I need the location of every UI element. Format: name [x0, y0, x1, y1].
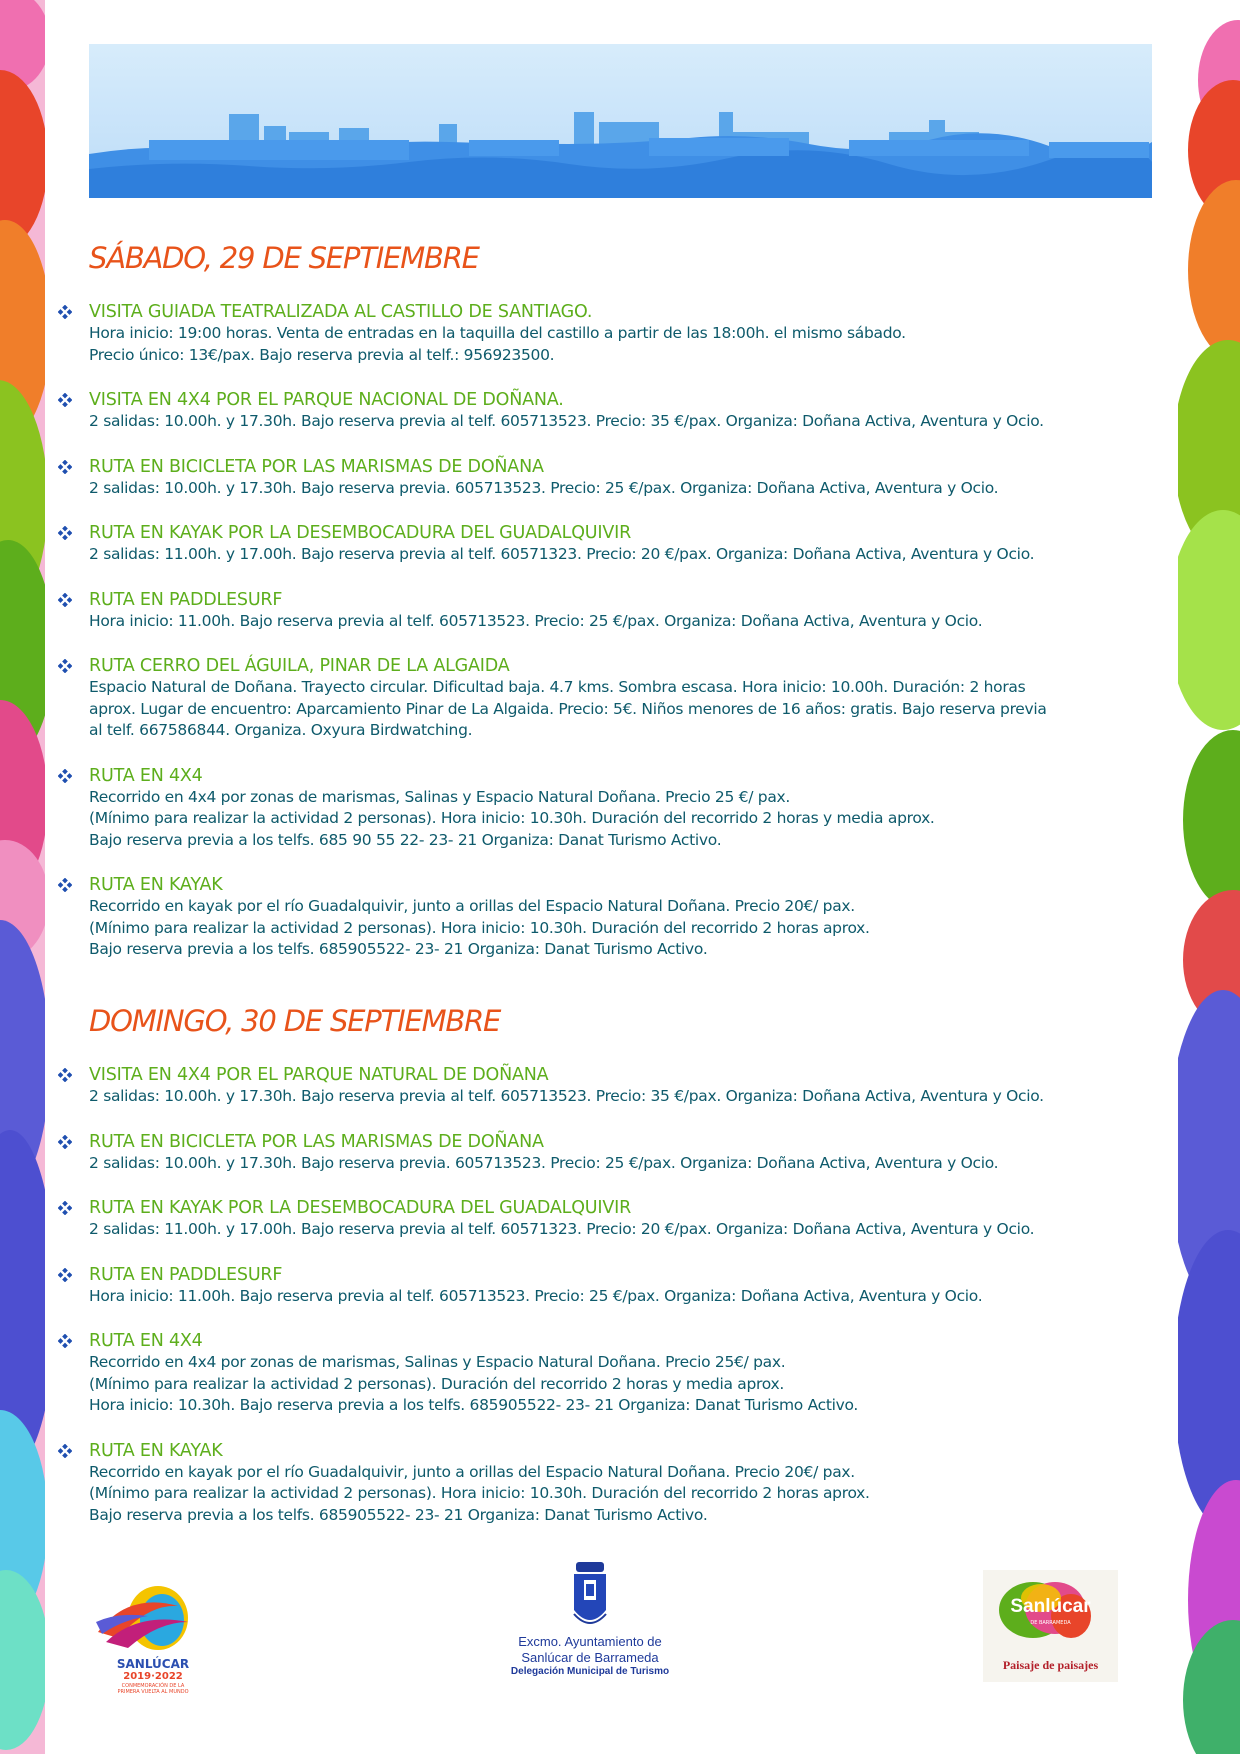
brand-tagline: Paisaje de paisajes: [1002, 1658, 1099, 1672]
activity-detail: (Mínimo para realizar la actividad 2 personas). Hora inicio: 10.30h. Duración del recorrido 2 horas aprox.: [89, 1484, 870, 1502]
ayuntamiento-line1: Excmo. Ayuntamiento de: [518, 1634, 662, 1649]
activity-item: [58, 656, 1148, 742]
activity-detail: (Mínimo para realizar la actividad 2 personas). Hora inicio: 10.30h. Duración del recorrido 2 horas aprox.: [89, 918, 870, 937]
diamond-bullet-icon: [58, 1135, 72, 1149]
right-decorative-stripes: [1178, 0, 1240, 1754]
banner-skyline-image: [89, 44, 1152, 198]
activity-item: [58, 590, 1148, 633]
activity-item: [58, 875, 1148, 961]
activity-detail: Recorrido en kayak por el río Guadalquivir, junto a orillas del Espacio Natural Doñana. Precio 20€/ pax.: [89, 897, 855, 915]
brand-small: DE BARRAMEDA: [1030, 1620, 1071, 1626]
activity-detail: (Mínimo para realizar la actividad 2 personas). Hora inicio: 10.30h. Duración del recorrido 2 horas y media aprox.: [89, 809, 935, 827]
activity-item: [58, 1198, 1148, 1241]
sunday-activity-list: [58, 1065, 1148, 1526]
activity-detail: aprox. Lugar de encuentro: Aparcamiento Pinar de La Algaida. Precio: 5€. Niños menores de 16 años: gratis. Bajo reserva previa: [89, 699, 1047, 718]
activity-detail: Recorrido en 4x4 por zonas de marismas, Salinas y Espacio Natural Doñana. Precio 25€/ pax.: [89, 1353, 786, 1371]
activity-item: [58, 1331, 1148, 1417]
day-heading-sunday: DOMINGO, 30 DE SEPTIEMBRE: [89, 1004, 501, 1038]
activity-detail: 2 salidas: 10.00h. y 17.30h. Bajo reserva previa al telf. 605713523. Precio: 35 €/pax. Organiza: Doñana Activa, Aventura y Ocio.: [89, 1087, 1044, 1105]
sanlucar-paisaje-logo: [983, 1570, 1118, 1682]
activity-title: RUTA CERRO DEL ÁGUILA, PINAR DE LA ALGAIDA: [89, 656, 510, 676]
activity-detail: Espacio Natural de Doñana. Trayecto circular. Dificultad baja. 4.7 kms. Sombra escasa. Hora inicio: 10.00h. Duración: 2 horas: [89, 678, 1026, 696]
logo-title: SANLÚCAR: [116, 1657, 190, 1671]
activity-title: RUTA EN KAYAK POR LA DESEMBOCADURA DEL GUADALQUIVIR: [89, 1198, 632, 1218]
activity-detail: Bajo reserva previa a los telfs. 685905522- 23- 21 Organiza: Danat Turismo Activo.: [89, 940, 708, 958]
diamond-bullet-icon: [58, 1268, 72, 1282]
activity-title: RUTA EN 4X4: [89, 1331, 203, 1351]
activity-detail: Hora inicio: 10.30h. Bajo reserva previa a los telfs. 685905522- 23- 21 Organiza: Danat Turismo Activo.: [89, 1396, 859, 1414]
diamond-bullet-icon: [58, 1201, 72, 1215]
activity-title: RUTA EN PADDLESURF: [89, 1264, 283, 1285]
activity-item: [58, 457, 1148, 500]
activity-detail: Hora inicio: 11.00h. Bajo reserva previa al telf. 605713523. Precio: 25 €/pax. Organiza: Doñana Activa, Aventura y Ocio.: [89, 1286, 983, 1305]
activity-detail: al telf. 667586844. Organiza. Oxyura Birdwatching.: [89, 721, 473, 739]
diamond-bullet-icon: [58, 305, 72, 319]
activity-detail: Bajo reserva previa a los telfs. 685905522- 23- 21 Organiza: Danat Turismo Activo.: [89, 1505, 708, 1524]
saturday-activity-list: [58, 302, 1148, 961]
activity-detail: Recorrido en 4x4 por zonas de marismas, Salinas y Espacio Natural Doñana. Precio 25 €/ pax.: [89, 787, 791, 806]
coat-of-arms-icon: [500, 1562, 680, 1632]
swirl-emblem-icon: [88, 1582, 218, 1656]
activity-item: [58, 390, 1148, 433]
activity-title: RUTA EN BICICLETA POR LAS MARISMAS DE DOÑANA: [89, 1131, 544, 1152]
diamond-bullet-icon: [58, 878, 72, 892]
activity-detail: 2 salidas: 11.00h. y 17.00h. Bajo reserva previa al telf. 60571323. Precio: 20 €/pax. Organiza: Doñana Activa, Aventura y Ocio.: [89, 545, 1035, 563]
activity-item: [58, 302, 1148, 366]
ayuntamiento-logo: [500, 1562, 680, 1682]
activity-title: RUTA EN KAYAK POR LA DESEMBOCADURA DEL GUADALQUIVIR: [89, 523, 632, 543]
diamond-bullet-icon: [58, 659, 72, 673]
activity-title: RUTA EN BICICLETA POR LAS MARISMAS DE DOÑANA: [89, 456, 544, 477]
sanlucar-2019-2022-logo: [88, 1582, 218, 1695]
ayuntamiento-line2: Sanlúcar de Barrameda: [521, 1650, 659, 1665]
day-heading-saturday: SÁBADO, 29 DE SEPTIEMBRE: [89, 241, 479, 275]
activity-detail: (Mínimo para realizar la actividad 2 personas). Duración del recorrido 2 horas y media aprox.: [89, 1374, 784, 1393]
activity-title: VISITA EN 4X4 POR EL PARQUE NATURAL DE DOÑANA: [89, 1065, 549, 1085]
activity-detail: Bajo reserva previa a los telfs. 685 90 55 22- 23- 21 Organiza: Danat Turismo Activo.: [89, 830, 722, 849]
brand-title: Sanlúcar: [1010, 1596, 1091, 1617]
logo-subtitle: CONMEMORACIÓN DE LA: [121, 1683, 185, 1689]
activity-item: [58, 1132, 1148, 1175]
activity-title: VISITA EN 4X4 POR EL PARQUE NACIONAL DE DOÑANA.: [89, 390, 564, 410]
activity-item: [58, 766, 1148, 852]
diamond-bullet-icon: [58, 1444, 72, 1458]
activity-item: [58, 523, 1148, 566]
activity-detail: 2 salidas: 10.00h. y 17.30h. Bajo reserva previa. 605713523. Precio: 25 €/pax. Organiza: Doñana Activa, Aventura y Ocio.: [89, 1153, 999, 1172]
left-decorative-stripes: [0, 0, 45, 1754]
activity-title: RUTA EN KAYAK: [89, 875, 223, 895]
activity-title: RUTA EN KAYAK: [89, 1440, 223, 1461]
diamond-bullet-icon: [58, 769, 72, 783]
activity-detail: 2 salidas: 11.00h. y 17.00h. Bajo reserva previa al telf. 60571323. Precio: 20 €/pax. Organiza: Doñana Activa, Aventura y Ocio.: [89, 1220, 1035, 1238]
diamond-bullet-icon: [58, 1068, 72, 1082]
diamond-bullet-icon: [58, 593, 72, 607]
activity-detail: Precio único: 13€/pax. Bajo reserva previa al telf.: 956923500.: [89, 345, 555, 364]
activity-item: [58, 1265, 1148, 1308]
activity-detail: Hora inicio: 19:00 horas. Venta de entradas en la taquilla del castillo a partir de las 18:00h. el mismo sábado.: [89, 324, 906, 342]
ayuntamiento-line3: Delegación Municipal de Turismo: [510, 1666, 670, 1677]
activity-detail: Hora inicio: 11.00h. Bajo reserva previa al telf. 605713523. Precio: 25 €/pax. Organiza: Doñana Activa, Aventura y Ocio.: [89, 611, 983, 630]
activity-detail: Recorrido en kayak por el río Guadalquivir, junto a orillas del Espacio Natural Doñana. Precio 20€/ pax.: [89, 1462, 855, 1481]
activity-item: [58, 1441, 1148, 1527]
diamond-bullet-icon: [58, 526, 72, 540]
diamond-bullet-icon: [58, 460, 72, 474]
diamond-bullet-icon: [58, 1334, 72, 1348]
logo-subtitle: PRIMERA VUELTA AL MUNDO: [117, 1689, 189, 1695]
diamond-bullet-icon: [58, 393, 72, 407]
logo-years: 2019·2022: [123, 1671, 183, 1682]
activity-title: RUTA EN PADDLESURF: [89, 589, 283, 610]
activity-title: RUTA EN 4X4: [89, 765, 203, 786]
activity-item: [58, 1065, 1148, 1108]
activity-detail: 2 salidas: 10.00h. y 17.30h. Bajo reserva previa al telf. 605713523. Precio: 35 €/pax. Organiza: Doñana Activa, Aventura y Ocio.: [89, 412, 1044, 430]
activity-detail: 2 salidas: 10.00h. y 17.30h. Bajo reserva previa. 605713523. Precio: 25 €/pax. Organiza: Doñana Activa, Aventura y Ocio.: [89, 478, 999, 497]
activity-title: VISITA GUIADA TEATRALIZADA AL CASTILLO DE SANTIAGO.: [89, 302, 593, 322]
